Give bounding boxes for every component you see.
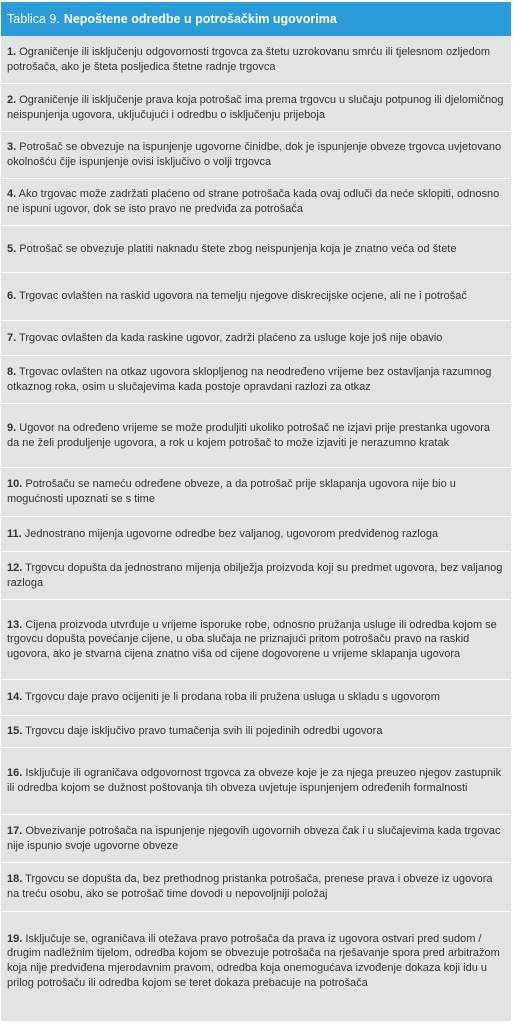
row-text: Jednostrano mijenja ugovorne odredbe bez valjanog, ugovorom predviđenog razloga [24, 527, 439, 540]
row-number: 4. [7, 188, 17, 201]
row-text-block [7, 690, 440, 705]
row-number: 1. [7, 45, 17, 58]
row-number: 19. [7, 932, 23, 945]
table-row [1, 132, 511, 179]
row-text: Potrošač se obvezuje platiti naknadu štete zbog neispunjenja koja je znatno veća od štete [19, 242, 457, 255]
table-row [1, 273, 511, 321]
row-text-block [7, 93, 505, 122]
table-row [1, 748, 511, 815]
table-row [1, 404, 511, 468]
row-text-block [7, 45, 505, 74]
table-label: Tablica 9. [7, 12, 60, 26]
row-number: 17. [7, 824, 23, 837]
row-text-block [7, 561, 505, 590]
table-row [1, 226, 511, 273]
row-text: Ugovor na određeno vrijeme se može produljiti ukoliko potrošač ne izjavi prije prestanka ugovora da ne želi produljenje ugovora, a rok u kojem potrošač to može izjaviti je nerazumno kratak [7, 421, 491, 449]
row-text-block [7, 331, 442, 346]
table-row [1, 552, 511, 600]
row-text-block [7, 872, 505, 901]
regulations-table [1, 2, 511, 1021]
table-body [1, 36, 511, 1021]
row-number: 11. [7, 527, 22, 540]
table-row [1, 179, 511, 226]
row-number: 16. [7, 767, 23, 780]
row-number: 8. [7, 365, 17, 378]
table-row [1, 468, 511, 517]
table-row [1, 84, 511, 132]
row-text-block [7, 187, 505, 216]
row-number: 7. [7, 331, 17, 344]
row-number: 9. [7, 421, 17, 434]
row-number: 5. [7, 242, 17, 255]
row-text-block [7, 140, 505, 169]
row-text: Obvezivanje potrošača na ispunjenje njegovih ugovornih obveza čak i u slučajevima kada trgovac nije ispunio svoje ugovorne obveze [7, 824, 501, 852]
row-number: 12. [7, 561, 23, 574]
row-text: Trgovcu dopušta da jednostrano mijenja obilježja proizvoda koji su predmet ugovora, bez valjanog razloga [7, 561, 503, 589]
table-row [1, 600, 511, 680]
row-text-block [7, 289, 467, 304]
table-row [1, 912, 511, 1010]
row-text: Trgovcu se dopušta da, bez prethodnog pristanka potrošača, prenese prava i obveze iz ugovora na treću osobu, ako se potrošač time dovodi u nepovoljniji položaj [7, 873, 493, 900]
row-text: Trgovcu daje pravo ocijeniti je li prodana roba ili pružena usluga u skladu s ugovorom [25, 691, 440, 704]
table-row [1, 36, 511, 84]
row-text: Potrošaču se nameću određene obveze, a da potrošač prije sklapanja ugovora nije bio u mogućnosti upoznati se s time [7, 478, 456, 505]
row-text: Ograničenje ili isključenje prava koja potrošač ima prema trgovcu u slučaju potpunog ili djelomičnog neispunjenja ugovora, uključujući i odredbu o isključenju prijeboja [7, 93, 504, 121]
row-text: Potrošač se obvezuje na ispunjenje ugovorne činidbe, dok je ispunjenje obveze trgovca uvjetovano okolnošću čije ispunjenje ovisi isključivo o volji trgovca [7, 141, 502, 168]
row-text-block [7, 477, 505, 506]
row-text: Cijena proizvoda utvrđuje u vrijeme isporuke robe, odnosno pružanja usluge ili odredba kojom se trgovcu dopušta povećanje cijene, u oba slučaja ne priznajući pritom potrošaču pravo na raskid ugovora, ako je stvarna cijena znatno viša od cijene dogovorene u vrijeme sklapanja ugovora [7, 618, 497, 660]
row-text: Isključuje ili ograničava odgovornost trgovca za obveze koje je za njega preuzeo njegov zastupnik ili odredba kojom se dužnost poštovanja tih obveza uvjetuje ispunjenjem određenih formalnosti [7, 767, 502, 794]
row-text: Ako trgovac može zadržati plaćeno od strane potrošača kada ovaj odluči da neće sklopiti, odnosno ne ispuni ugovor, dok se isto pravo ne predviđa za potrošača [7, 188, 500, 215]
table-row [1, 321, 511, 356]
row-number: 6. [7, 290, 17, 303]
table-row [1, 356, 511, 404]
table-row [1, 815, 511, 863]
row-number: 2. [7, 93, 17, 106]
table-row [1, 716, 511, 748]
row-text: Trgovac ovlašten na raskid ugovora na temelju njegove diskrecijske ocjene, ali ne i potrošač [19, 290, 467, 303]
row-text: Trgovcu daje isključivo pravo tumačenja svih ili pojedinih odredbi ugovora [25, 725, 383, 738]
row-text-block [7, 932, 505, 990]
row-number: 18. [7, 873, 23, 886]
row-text-block [7, 365, 505, 394]
table-row [1, 517, 511, 552]
row-number: 14. [7, 691, 23, 704]
row-text-block [7, 824, 505, 853]
row-text-block [7, 766, 505, 795]
table-row [1, 680, 511, 716]
row-number: 15. [7, 725, 23, 738]
row-text-block [7, 724, 382, 739]
row-text: Isključuje se, ograničava ili otežava pravo potrošača da prava iz ugovora ostvari pred sudom / drugim nadležnim tijelom, odredba kojom se obvezuje potrošača na rješavanje spora pred arbitražom koja nije predviđena mjerodavnim pravom, odredba koja onemogućava izvođenje dokaza koji idu u prilog potrošaču ili odredba kojom se teret dokaza prebacuje na potrošača [7, 932, 500, 989]
row-number: 10. [7, 478, 23, 491]
row-text: Trgovac ovlašten da kada raskine ugovor, zadrži plaćeno za usluge koje još nije obavio [19, 331, 443, 344]
row-text-block [7, 618, 505, 662]
row-text-block [7, 242, 456, 257]
row-text: Ograničenje ili isključenju odgovornosti trgovca za štetu uzrokovanu smrću ili tjelesnom ozljedom potrošača, ako je šteta posljedica štetne radnje trgovca [7, 45, 491, 73]
row-text: Trgovac ovlašten na otkaz ugovora sklopljenog na neodređeno vrijeme bez ostavljanja razumnog otkaznog roka, osim u slučajevima kada postoje opravdani razlozi za otkaz [7, 365, 492, 393]
table-row [1, 863, 511, 912]
row-number: 13. [7, 618, 23, 631]
table-title: Nepoštene odredbe u potrošačkim ugovorima [63, 12, 337, 26]
row-text-block [7, 421, 505, 450]
row-number: 3. [7, 141, 17, 154]
row-text-block [7, 527, 438, 542]
table-caption [1, 2, 511, 36]
